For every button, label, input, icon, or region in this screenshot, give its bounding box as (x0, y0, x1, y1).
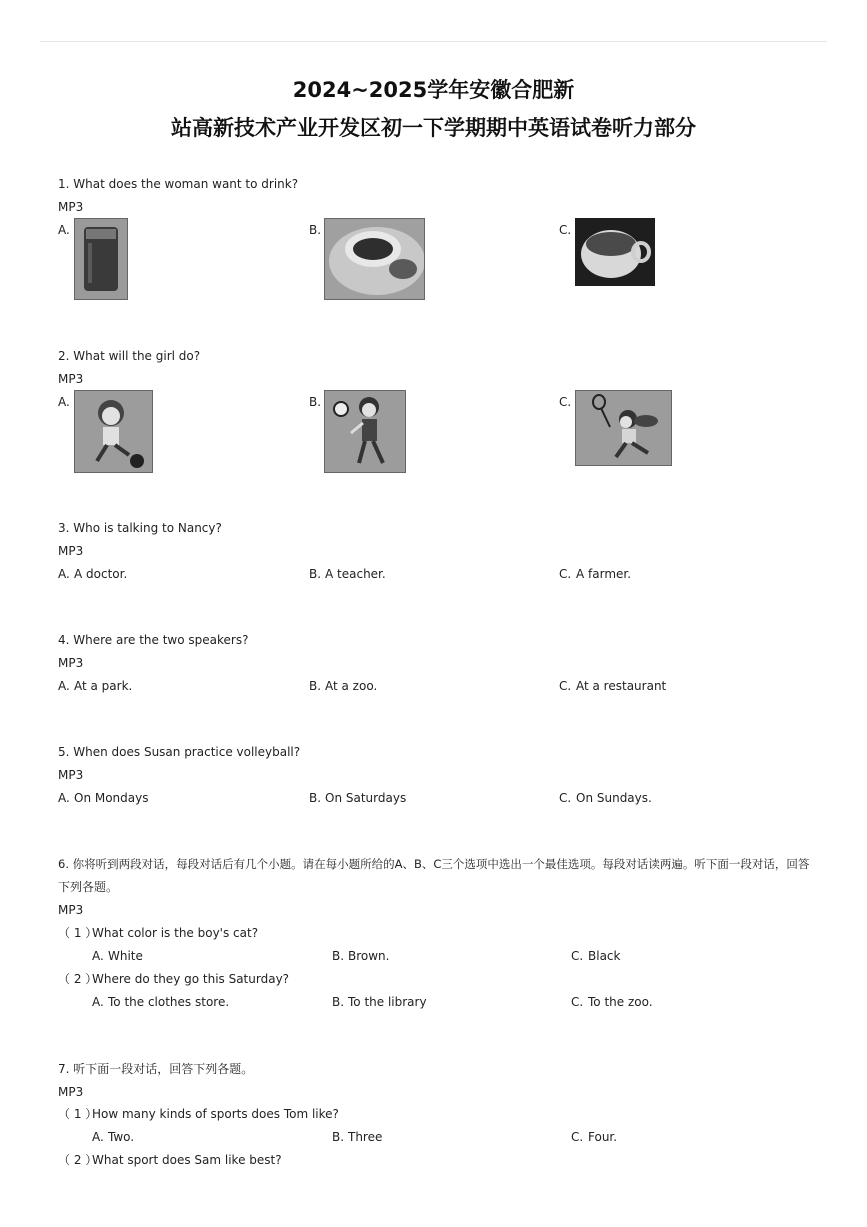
question-7-1-option-c-letter: C. (571, 1130, 584, 1144)
question-1-option-c-image[interactable] (575, 218, 655, 286)
question-6-2-prompt: Where do they go this Saturday? (92, 972, 290, 986)
question-2-option-a-letter: A. (58, 395, 70, 409)
question-6-prompt-line-1: 6. 你将听到两段对话，每段对话后有几个小题。请在每小题所给的A、B、C三个选项中选出一个最佳选项。每段对话读两遍。听下面一段对话，回答 (58, 857, 810, 871)
question-5-option-c-text[interactable]: On Sundays. (576, 791, 652, 805)
question-7-1-option-c-text[interactable]: Four. (588, 1130, 618, 1144)
question-3-audio[interactable]: MP3 (58, 544, 84, 558)
question-2-prompt: 2. What will the girl do? (58, 349, 201, 363)
question-7-1-prompt: How many kinds of sports does Tom like? (92, 1107, 339, 1121)
question-5-audio[interactable]: MP3 (58, 768, 84, 782)
question-5-option-b-letter: B. (309, 791, 322, 805)
question-7-1-option-b-letter: B. (332, 1130, 345, 1144)
question-1-option-c-letter: C. (559, 223, 572, 237)
page-title-line-2: 站高新技术产业开发区初一下学期期中英语试卷听力部分 (171, 116, 696, 140)
question-2-option-b-letter: B. (309, 395, 322, 409)
question-6-1-option-a-text[interactable]: White (108, 949, 143, 963)
question-6-1-option-c-letter: C. (571, 949, 584, 963)
girl-playing-soccer-icon (75, 391, 152, 472)
question-6-2-option-c-letter: C. (571, 995, 584, 1009)
question-5-option-c-letter: C. (559, 791, 572, 805)
question-6-1-prompt: What color is the boy's cat? (92, 926, 259, 940)
question-3-option-c-text[interactable]: A farmer. (576, 567, 632, 581)
page-title-line-1: 2024~2025学年安徽合肥新 (292, 78, 575, 102)
question-6-audio[interactable]: MP3 (58, 903, 84, 917)
question-6-prompt-line-2: 下列各题。 (58, 880, 119, 894)
question-4-option-c-letter: C. (559, 679, 572, 693)
girl-playing-badminton-icon (576, 391, 671, 465)
question-1-option-a-letter: A. (58, 223, 70, 237)
question-6-1-option-b-text[interactable]: Brown. (348, 949, 390, 963)
question-6-1-number: （ 1 ） (58, 926, 98, 940)
question-1-option-b-image[interactable] (324, 218, 425, 300)
question-2-option-c-image[interactable] (575, 390, 672, 466)
top-divider (40, 41, 827, 42)
question-3-option-b-text[interactable]: A teacher. (325, 567, 386, 581)
question-4-audio[interactable]: MP3 (58, 656, 84, 670)
question-1-audio[interactable]: MP3 (58, 200, 84, 214)
question-7-2-number: （ 2 ） (58, 1153, 98, 1167)
question-2-option-b-image[interactable] (324, 390, 406, 473)
question-2-option-a-image[interactable] (74, 390, 153, 473)
question-2-audio[interactable]: MP3 (58, 372, 84, 386)
question-4-option-b-text[interactable]: At a zoo. (325, 679, 378, 693)
question-1-option-a-image[interactable] (74, 218, 128, 300)
question-6-1-option-c-text[interactable]: Black (588, 949, 621, 963)
question-5-option-a-text[interactable]: On Mondays (74, 791, 149, 805)
question-6-2-option-b-letter: B. (332, 995, 345, 1009)
question-7-1-option-a-letter: A. (92, 1130, 104, 1144)
question-6-1-option-a-letter: A. (92, 949, 104, 963)
question-3-option-a-letter: A. (58, 567, 70, 581)
question-6-2-option-a-text[interactable]: To the clothes store. (108, 995, 230, 1009)
question-3-option-c-letter: C. (559, 567, 572, 581)
question-4-option-b-letter: B. (309, 679, 322, 693)
question-7-2-prompt: What sport does Sam like best? (92, 1153, 282, 1167)
question-5-option-b-text[interactable]: On Saturdays (325, 791, 407, 805)
question-4-option-c-text[interactable]: At a restaurant (576, 679, 667, 693)
question-6-2-option-b-text[interactable]: To the library (348, 995, 427, 1009)
bowl-of-tea-icon (325, 219, 424, 299)
question-4-option-a-letter: A. (58, 679, 70, 693)
question-6-2-number: （ 2 ） (58, 972, 98, 986)
girl-playing-volleyball-icon (325, 391, 405, 472)
question-6-2-option-c-text[interactable]: To the zoo. (588, 995, 653, 1009)
question-7-prompt: 7. 听下面一段对话，回答下列各题。 (58, 1062, 254, 1076)
glass-of-juice-icon (75, 219, 127, 299)
question-1-prompt: 1. What does the woman want to drink? (58, 177, 299, 191)
cup-of-coffee-icon (575, 218, 655, 286)
question-7-1-option-b-text[interactable]: Three (348, 1130, 383, 1144)
question-7-1-option-a-text[interactable]: Two. (108, 1130, 135, 1144)
question-3-prompt: 3. Who is talking to Nancy? (58, 521, 222, 535)
question-5-option-a-letter: A. (58, 791, 70, 805)
question-4-option-a-text[interactable]: At a park. (74, 679, 133, 693)
question-5-prompt: 5. When does Susan practice volleyball? (58, 745, 301, 759)
question-6-1-option-b-letter: B. (332, 949, 345, 963)
question-7-audio[interactable]: MP3 (58, 1085, 84, 1099)
question-3-option-a-text[interactable]: A doctor. (74, 567, 128, 581)
question-7-1-number: （ 1 ） (58, 1107, 98, 1121)
question-2-option-c-letter: C. (559, 395, 572, 409)
question-6-2-option-a-letter: A. (92, 995, 104, 1009)
question-1-option-b-letter: B. (309, 223, 322, 237)
question-3-option-b-letter: B. (309, 567, 322, 581)
question-4-prompt: 4. Where are the two speakers? (58, 633, 249, 647)
